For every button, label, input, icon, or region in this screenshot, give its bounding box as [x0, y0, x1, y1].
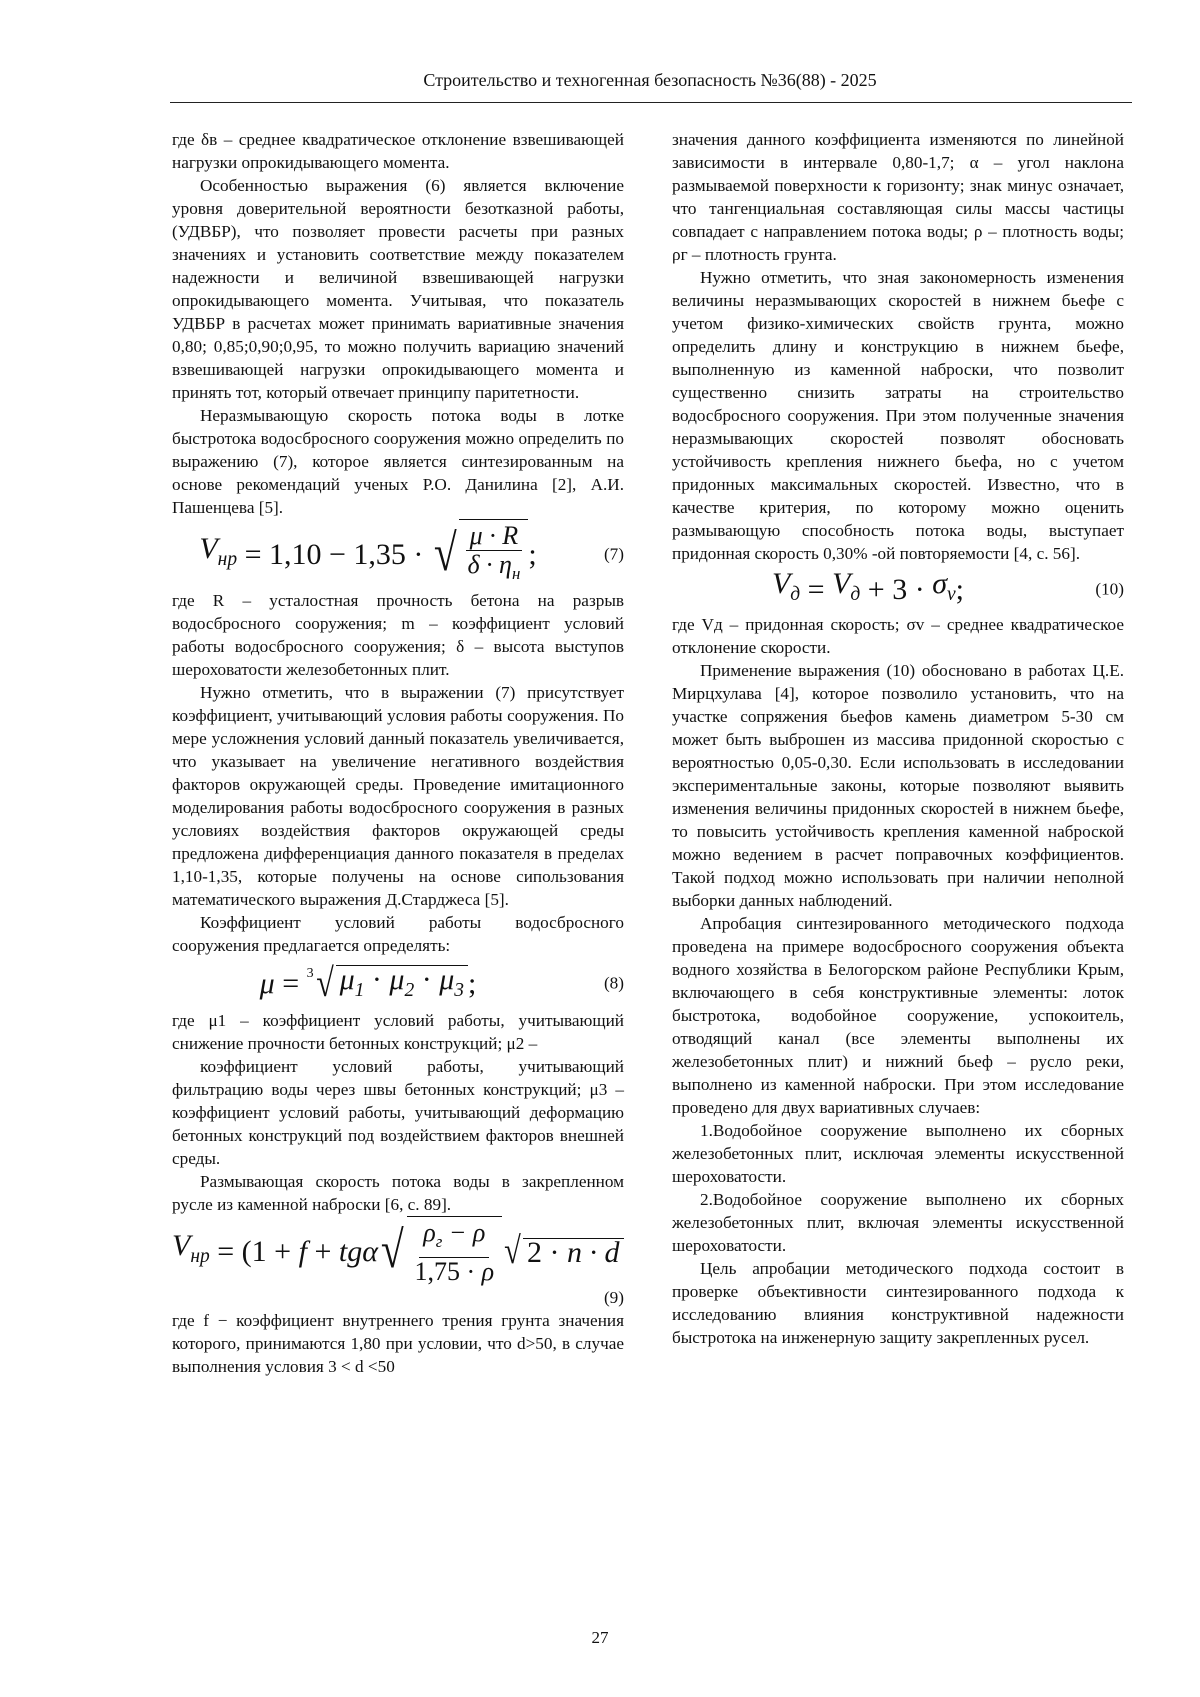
- header-rule: [170, 102, 1132, 103]
- left-paragraph-1: где δв – среднее квадратическое отклонение взвешивающей нагрузки опрокидывающего момента.: [172, 130, 624, 172]
- right-paragraph-6: 1.Водобойное сооружение выполнено их сборных железобетонных плит, исключая элементы искусственной шероховатости.: [672, 1121, 1124, 1186]
- left-paragraph-8: коэффициент условий работы, учитывающий фильтрацию воды через швы бетонных конструкций; μ3 –коэффициент условий работы, учитывающий деформацию бетонных конструкций под воздействием факторов внешней среды.: [172, 1057, 624, 1168]
- formula-9: $V_{нр}$ = (1 + f + tgα √ $\frac{\rho_г - \rho}{1,75 \cdot \rho}$ √ 2 · n · d: [172, 1216, 624, 1286]
- right-paragraph-3: где Vд – придонная скорость; σv – среднее квадратическое отклонение скорости.: [672, 615, 1124, 657]
- left-paragraph-9: Размывающая скорость потока воды в закрепленном русле из каменной наброски [6, с. 89].: [172, 1172, 624, 1214]
- right-paragraph-8: Цель апробации методического подхода состоит в проверке объективности синтезированного подхода к исследованию влияния конструктивной надежности быстротока на инженерную защиту закрепленных русел.: [672, 1259, 1124, 1347]
- left-paragraph-7: где μ1 – коэффициент условий работы, учитывающий снижение прочности бетонных конструкций; μ2 –: [172, 1011, 624, 1053]
- right-paragraph-7: 2.Водобойное сооружение выполнено их сборных железобетонных плит, включая элементы искусственной шероховатости.: [672, 1190, 1124, 1255]
- formula-7-number: (7): [603, 544, 624, 564]
- formula-9-number: (9): [603, 1288, 624, 1307]
- left-column: [172, 128, 624, 1378]
- formula-10: $V_д$ = $V_д$ + 3 · $\sigma_v$ ; (10): [771, 567, 1124, 606]
- right-paragraph-5: Апробация синтезированного методического подхода проведена на примере водосбросного сооружения объекта водного хозяйства в Белогорском районе Республики Крым, включающего в себя конструктивные элементы: лоток быстротока, водобойное сооружение, успокоитель, отводящий канал (все элементы выполнены их железобетонных плит) и нижний бьеф – русло реки, выполнено из каменной наброски. При этом исследование проведено для двух вариативных случаев:: [672, 914, 1124, 1117]
- right-column: [672, 128, 1124, 1349]
- formula-7: $V_{нр}$ = 1,10 − 1,35 · √ $\frac{\mu \cdot R}{\delta \cdot \eta_н}$ ; (7): [172, 519, 624, 589]
- formula-8: μ = 3 √ $\mu_1 \cdot \mu_2 \cdot \mu_3$ ; (8): [259, 960, 624, 1005]
- right-paragraph-4: Применение выражения (10) обосновано в работах Ц.Е. Мирцхулава [4], которое позволило установить, что на участке сопряжения бьефов камень диаметром 5-30 см может быть выброшен из массива придонной скоростью с вероятностью 0,05-0,30. Если использовать в исследовании экспериментальные законы, которые позволяют выявить изменения величины придонных скоростей в нижнем бьефе, то повысить устойчивость крепления каменной наброской можно ведением в расчет поправочных коэффициентов. Такой подход можно использовать при наличии неполной выборки данных наблюдений.: [672, 661, 1124, 910]
- page-number: 27: [591, 1628, 609, 1647]
- left-paragraph-6: Коэффициент условий работы водосбросного сооружения предлагается определять:: [172, 913, 624, 955]
- right-paragraph-2: Нужно отметить, что зная закономерность изменения величины неразмывающих скоростей в нижнем бьефе с учетом физико-химических свойств грунта, можно определить длину и конструкцию в нижнем бьефе, выполненную из каменной наброски, что позволит существенно снизить затраты на строительство водосбросного сооружения. При этом полученные значения неразмывающих скоростей позволят обосновать устойчивость крепления нижнего бьефа, но с учетом придонных максимальных скоростей. Известно, что в качестве критерия, по которому можно оценить размывающую способность потока воды, выступает придонная скорость 0,30% -ой повторяемости [4, с. 56].: [672, 268, 1124, 563]
- formula-10-number: (10): [1095, 579, 1124, 599]
- left-paragraph-5: Нужно отметить, что в выражении (7) присутствует коэффициент, учитывающий условия работы сооружения. По мере усложнения условий данный показатель увеличивается, что указывает на увеличение негативного воздействия факторов окружающей среды. Проведение имитационного моделирования работы водосбросного сооружения в разных условиях воздействия факторов окружающей среды предложена дифференциация данного показателя в пределах 1,10-1,35, которые получены на основе сипользования математического выражения Д.Старджеса [5].: [172, 683, 624, 909]
- left-paragraph-4: где R – усталостная прочность бетона на разрыв водосбросного сооружения; m – коэффициент условий работы водосбросного сооружения; δ – высота выступов шероховатости железобетонных плит.: [172, 591, 624, 679]
- journal-header: Строительство и техногенная безопасность №36(88) - 2025: [423, 70, 877, 90]
- formula-8-number: (8): [603, 973, 624, 993]
- right-paragraph-1: значения данного коэффициента изменяются по линейной зависимости в интервале 0,80-1,7; α – угол наклона размываемой поверхности к горизонту; знак минус означает, что тангенциальная составляющая силы массы частицы совпадает с направлением потока воды; ρ – плотность воды; ρг – плотность грунта.: [672, 130, 1124, 264]
- left-paragraph-10: где f − коэффициент внутреннего трения грунта значения которого, принимаются 1,80 при условии, что d>50, в случае выполнения условия 3 < d <50: [172, 1311, 624, 1376]
- left-paragraph-2: Особенностью выражения (6) является включение уровня доверительной вероятности безотказной работы, (УДВБР), что позволяет провести расчеты при разных значениях и установить соответствие между показателем надежности и величиной взвешивающей нагрузки опрокидывающего момента. Учитывая, что показатель УДВБР в расчетах может принимать вариативные значения 0,80; 0,85;0,90;0,95, то можно получить вариацию значений взвешивающей нагрузки опрокидывающего момента и принять тот, который отвечает принципу паритетности.: [172, 176, 624, 402]
- left-paragraph-3: Неразмывающую скорость потока воды в лотке быстротока водосбросного сооружения можно определить по выражению (7), которое является синтезированным на основе рекомендаций ученых Р.О. Данилина [2], А.И. Пашенцева [5].: [172, 406, 624, 517]
